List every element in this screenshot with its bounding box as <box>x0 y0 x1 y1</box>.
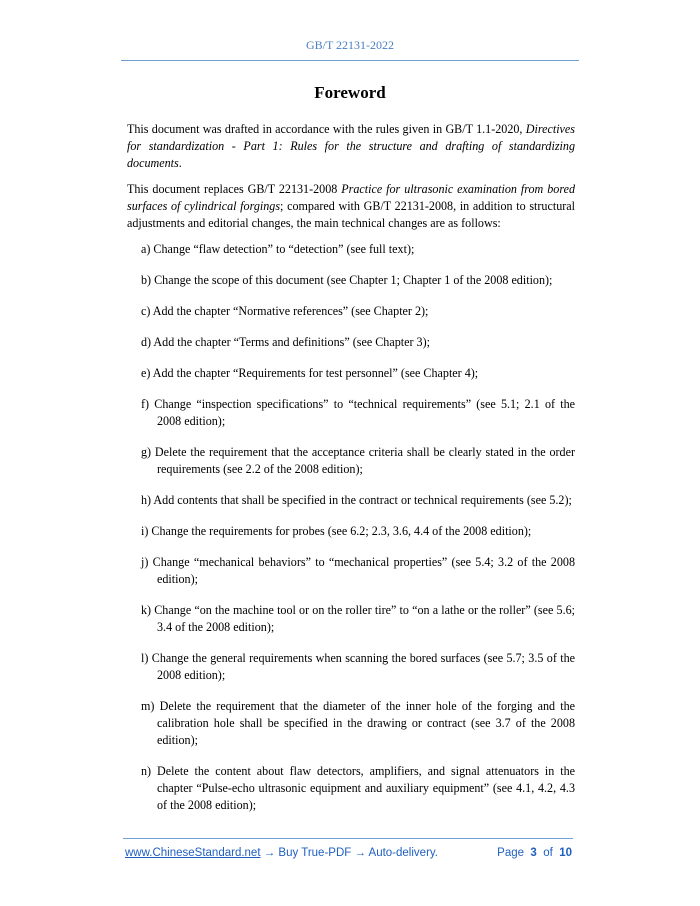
list-item: l) Change the general requirements when scanning the bored surfaces (see 5.7; 3.5 of the 2008 edition); <box>141 651 575 682</box>
list-item: c) Add the chapter “Normative references” (see Chapter 2); <box>141 304 429 318</box>
page-total: 10 <box>559 847 572 859</box>
intro-paragraph-2 <box>127 181 575 232</box>
technical-changes-list <box>127 241 575 814</box>
list-item: e) Add the chapter “Requirements for test personnel” (see Chapter 4); <box>141 366 479 380</box>
website-link[interactable]: www.ChineseStandard.net <box>125 847 261 859</box>
page-of: of <box>543 847 553 859</box>
paragraph-text: ; compared with GB/T 22131-2008, in addition to structural adjustments and editorial changes, the main technical changes are as follows: <box>127 199 575 230</box>
page-current: 3 <box>530 847 537 859</box>
footer-divider <box>123 838 573 839</box>
list-item: h) Add contents that shall be specified in the contract or technical requirements (see 5.2); <box>141 493 572 507</box>
promo-text: → Buy True-PDF → Auto-delivery. <box>260 847 438 859</box>
header-divider <box>121 60 579 61</box>
list-item: b) Change the scope of this document (see Chapter 1; Chapter 1 of the 2008 edition); <box>141 273 553 287</box>
standard-title: Directives for standardization - Part 1: Rules for the structure and drafting of standardizing documents <box>127 122 575 170</box>
page-title: Foreword <box>314 83 386 102</box>
list-item: k) Change “on the machine tool or on the roller tire” to “on a lathe or the roller” (see 5.6; 3.4 of the 2008 edition); <box>141 603 575 634</box>
list-item: m) Delete the requirement that the diameter of the inner hole of the forging and the calibration hole shall be specified in the drawing or contract (see 3.7 of the 2008 edition); <box>141 699 575 747</box>
document-code: GB/T 22131-2022 <box>305 38 395 52</box>
intro-paragraph-1 <box>127 121 575 172</box>
list-item: i) Change the requirements for probes (see 6.2; 2.3, 3.6, 4.4 of the 2008 edition); <box>141 524 532 538</box>
list-item: j) Change “mechanical behaviors” to “mechanical properties” (see 5.4; 3.2 of the 2008 edition); <box>141 555 575 586</box>
list-item: a) Change “flaw detection” to “detection” (see full text); <box>141 242 415 256</box>
body-text <box>127 121 575 828</box>
page-footer <box>125 847 572 859</box>
list-item: g) Delete the requirement that the acceptance criteria shall be clearly stated in the order requirements (see 2.2 of the 2008 edition); <box>141 445 575 476</box>
standard-title: Practice for ultrasonic examination from bored surfaces of cylindrical forgings <box>127 182 575 213</box>
page-label: Page <box>497 847 525 859</box>
paragraph-text: This document was drafted in accordance with the rules given in GB/T 1.1-2020, <box>127 122 526 136</box>
list-item: n) Delete the content about flaw detectors, amplifiers, and signal attenuators in the chapter “Pulse-echo ultrasonic equipment and auxiliary equipment” (see 4.1, 4.2, 4.3 of the 2008 edition); <box>141 764 575 812</box>
paragraph-text: This document replaces GB/T 22131-2008 <box>127 182 342 196</box>
list-item: d) Add the chapter “Terms and definitions” (see Chapter 3); <box>141 335 430 349</box>
paragraph-text: . <box>178 156 182 170</box>
page-number <box>497 847 572 859</box>
list-item: f) Change “inspection specifications” to “technical requirements” (see 5.1; 2.1 of the 2008 edition); <box>141 397 575 428</box>
